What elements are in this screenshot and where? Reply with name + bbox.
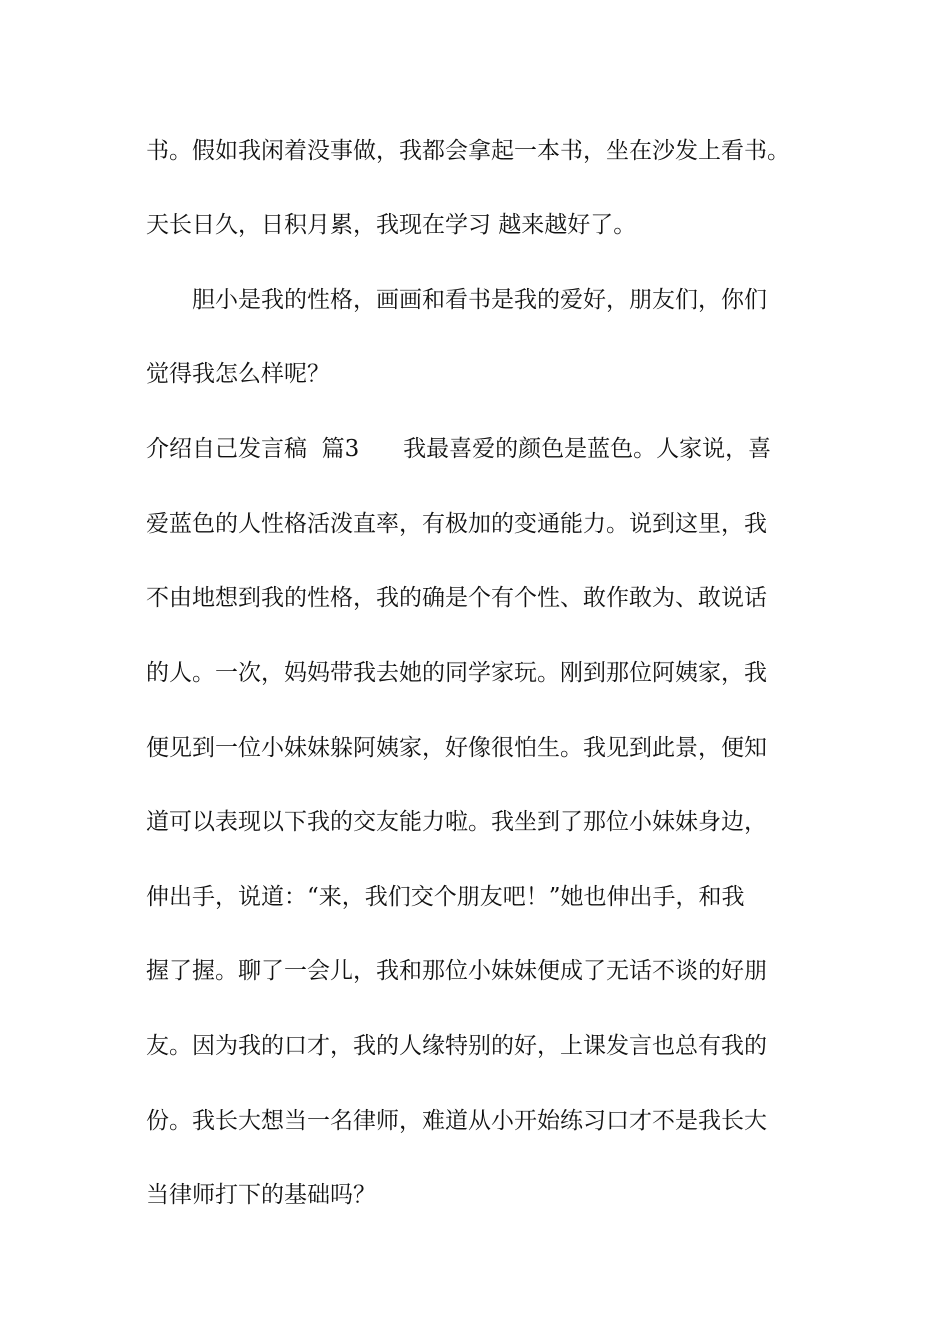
text-line-9: 便见到一位小妹妹躲阿姨家，好像很怕生。我见到此景，便知 — [146, 735, 767, 761]
text-line-7: 不由地想到我的性格，我的确是个有个性、敢作敢为、敢说话 — [146, 585, 767, 611]
text-line-15: 当律师打下的基础吗？ — [146, 1182, 376, 1208]
text-line-12: 握了握。聊了一会儿，我和那位小妹妹便成了无话不谈的好朋 — [146, 958, 767, 984]
text-line-4: 觉得我怎么样呢？ — [146, 361, 330, 387]
text-line-10: 道可以表现以下我的交友能力啦。我坐到了那位小妹妹身边， — [146, 809, 767, 835]
text-line-11: 伸出手，说道：“来，我们交个朋友吧！”她也伸出手，和我 — [146, 884, 745, 910]
text-line-5-section-heading: 介绍自己发言稿 篇3 我最喜爱的颜色是蓝色。人家说，喜 — [146, 436, 772, 462]
text-line-3: 胆小是我的性格，画画和看书是我的爱好，朋友们，你们 — [192, 287, 767, 313]
text-line-6: 爱蓝色的人性格活泼直率，有极加的变通能力。说到这里，我 — [146, 511, 767, 537]
text-line-1: 书。假如我闲着没事做，我都会拿起一本书，坐在沙发上看书。 — [146, 138, 790, 164]
text-line-13: 友。因为我的口才，我的人缘特别的好，上课发言也总有我的 — [146, 1033, 767, 1059]
text-line-14: 份。我长大想当一名律师，难道从小开始练习口才不是我长大 — [146, 1108, 767, 1134]
text-line-2: 天长日久，日积月累，我现在学习 越来越好了。 — [146, 212, 637, 238]
text-line-8: 的人。一次，妈妈带我去她的同学家玩。刚到那位阿姨家，我 — [146, 660, 767, 686]
